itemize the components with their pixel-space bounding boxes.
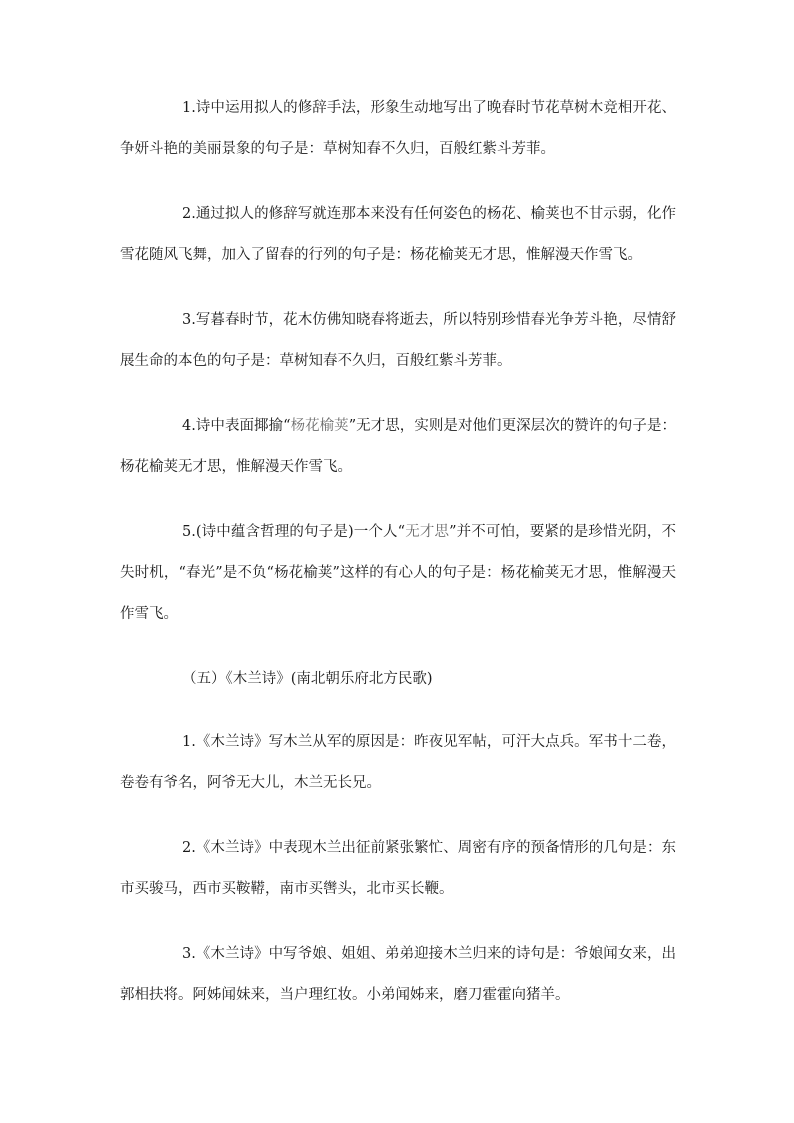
paragraph-text: ”并不可怕，要紧的是珍惜光阴，不失时机，“春光”是不负“杨花榆荚”这样的有心人的句子是：杨花榆荚无才思，惟解漫天作雪飞。: [120, 524, 676, 622]
paragraph-text: 5.(诗中蕴含哲理的句子是)一个人“: [182, 524, 406, 540]
paragraph-text: 1.诗中运用拟人的修辞手法，形象生动地写出了晚春时节花草树木竞相开花、争妍斗艳的美丽景象的句子是：草树知春不久归，百般红紫斗芳菲。: [120, 100, 676, 157]
paragraph-text: 3.写暮春时节，花木仿佛知晓春将逝去，所以特别珍惜春光争芳斗艳，尽情舒展生命的本色的句子是：草树知春不久归，百般红紫斗芳菲。: [120, 312, 676, 369]
paragraph: [120, 512, 676, 635]
quoted-text: 杨花榆荚: [290, 418, 349, 434]
paragraph-text: 2.《木兰诗》中表现木兰出征前紧张繁忙、周密有序的预备情形的几句是：东市买骏马，西市买鞍鞯，南市买辔头，北市买长鞭。: [120, 840, 676, 897]
document-page: [120, 88, 676, 1040]
paragraph-list: [120, 88, 676, 1016]
paragraph-text: 4.诗中表面揶揄“: [182, 418, 291, 434]
paragraph: [120, 300, 676, 382]
paragraph-text: 2.通过拟人的修辞写就连那本来没有任何姿色的杨花、榆荚也不甘示弱，化作雪花随风飞舞，加入了留春的行列的句子是：杨花榆荚无才思，惟解漫天作雪飞。: [120, 206, 676, 263]
paragraph: [120, 828, 676, 910]
paragraph-text: 3.《木兰诗》中写爷娘、姐姐、弟弟迎接木兰归来的诗句是：爷娘闻女来，出郭相扶将。阿姊闻妹来，当户理红妆。小弟闻姊来，磨刀霍霍向猪羊。: [120, 946, 676, 1003]
section-heading: [120, 659, 676, 700]
paragraph-text: ”无才思，实则是对他们更深层次的赞许的句子是：杨花榆荚无才思，惟解漫天作雪飞。: [120, 418, 677, 475]
paragraph: [120, 406, 676, 488]
paragraph: [120, 88, 676, 170]
paragraph: [120, 722, 676, 804]
paragraph: [120, 934, 676, 1016]
paragraph: [120, 194, 676, 276]
quoted-text: 无才思: [405, 524, 450, 540]
paragraph-text: 1.《木兰诗》写木兰从军的原因是：昨夜见军帖，可汗大点兵。军书十二卷，卷卷有爷名，阿爷无大儿，木兰无长兄。: [120, 734, 676, 791]
paragraph-text: （五）《木兰诗》(南北朝乐府北方民歌): [182, 671, 433, 687]
